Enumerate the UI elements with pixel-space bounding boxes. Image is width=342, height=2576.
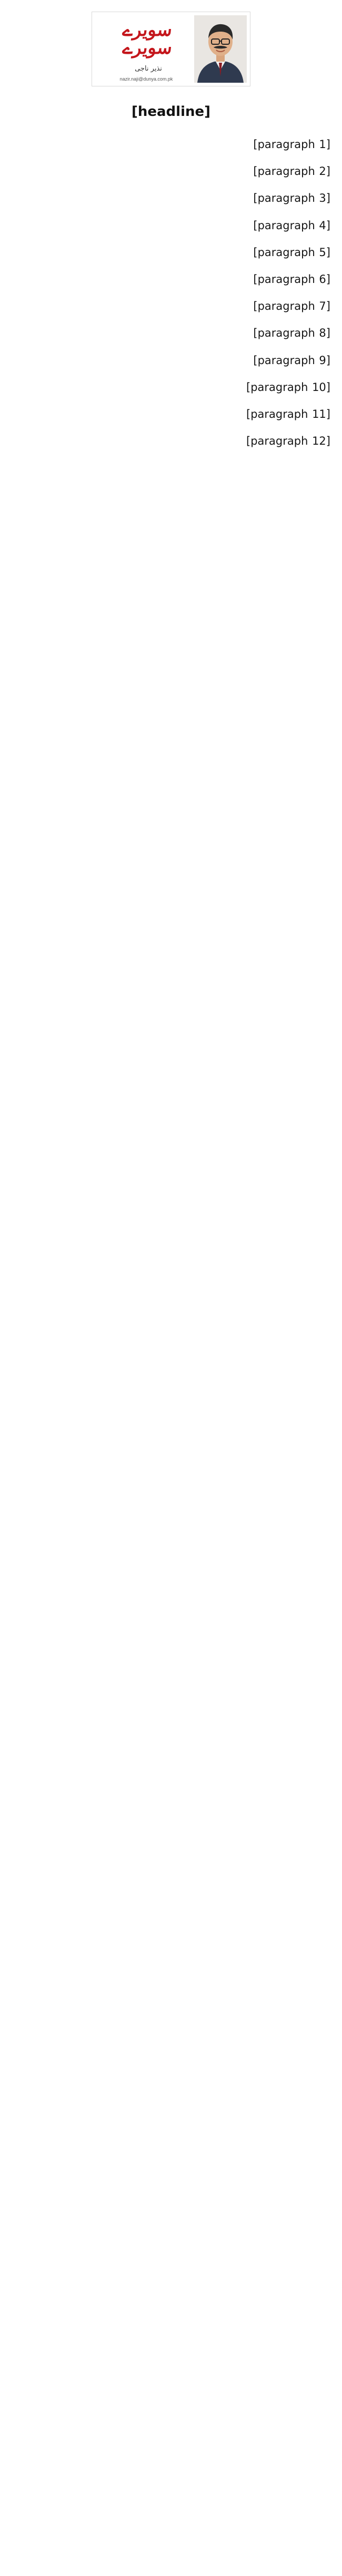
column-headline: [headline] [131,104,211,120]
column-name-line1: سویرے [121,19,174,41]
article-paragraph: [paragraph 5] [253,246,330,259]
author-name: نذیر ناجی [135,65,162,73]
column-name-line2: سویرے [121,37,174,58]
article-paragraph: [paragraph 3] [253,192,330,205]
article-paragraph: [paragraph 4] [253,219,330,232]
article-paragraph: [paragraph 7] [253,300,330,313]
author-email: nazir.naji@dunya.com.pk [119,76,173,82]
article-paragraph: [paragraph 2] [253,165,330,178]
author-photo [194,15,247,83]
column-banner [92,12,250,86]
article-paragraph: [paragraph 11] [246,408,330,421]
column-logo [103,19,192,68]
article-paragraph: [paragraph 1] [253,138,330,151]
author-portrait-icon [194,15,247,83]
article-body [12,135,330,451]
article-paragraph: [paragraph 8] [253,327,330,340]
article-paragraph: [paragraph 10] [246,380,330,394]
article-paragraph: [paragraph 6] [253,273,330,286]
article-paragraph: [paragraph 9] [253,354,330,367]
article-paragraph: [paragraph 12] [246,435,330,448]
column-masthead [12,9,330,89]
